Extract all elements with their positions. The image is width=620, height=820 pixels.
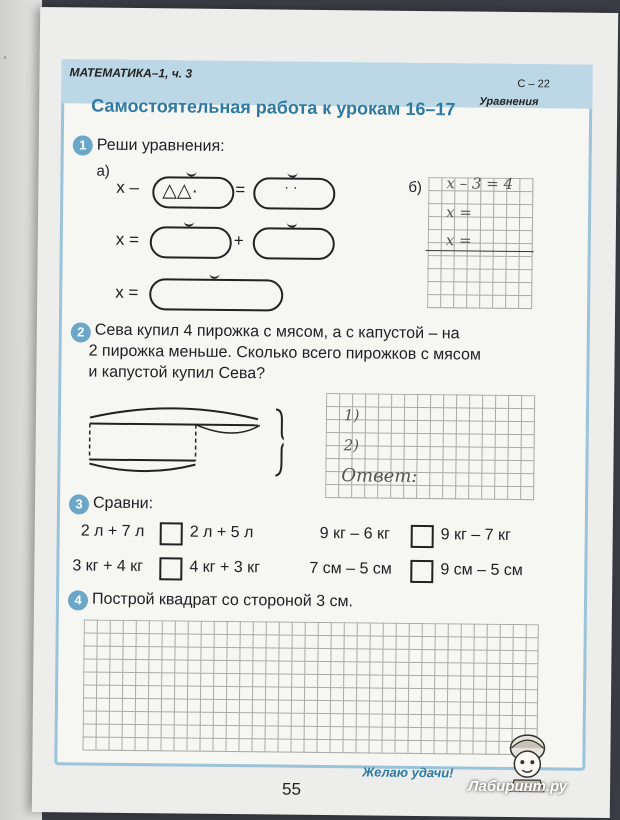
compare-right-3: 4 кг + 3 кг	[189, 558, 261, 577]
oval-answer-3[interactable]	[150, 226, 232, 259]
oval-answer-4[interactable]	[253, 227, 335, 260]
task-4-number: 4	[68, 590, 88, 610]
task-1-number: 1	[73, 135, 93, 155]
eq-a-equals: =	[235, 180, 246, 200]
oval-answer-5[interactable]	[149, 278, 283, 311]
compare-left-2: 9 кг – 6 кг	[319, 524, 390, 543]
eq-a-line2-left: x =	[115, 229, 140, 250]
compare-left-1: 2 л + 7 л	[80, 522, 145, 541]
task-3-number: 3	[69, 494, 89, 514]
eq-a-plus: +	[233, 231, 244, 251]
compare-right-4: 9 см – 5 см	[440, 561, 523, 580]
hand-eq-line1: x – 3 = 4	[446, 174, 514, 193]
work-title: Самостоятельная работа к урокам 16–17	[91, 95, 456, 120]
segment-diagram	[83, 387, 284, 479]
eq-a-dots: · ·	[284, 178, 298, 195]
page-number: 55	[281, 779, 302, 799]
topic-label: Уравнения	[479, 95, 539, 109]
task-2-line3: и капустой купил Сева?	[88, 363, 266, 383]
workbook-page	[32, 7, 618, 818]
hand-eq-line2: x =	[446, 203, 472, 222]
compare-left-4: 7 см – 5 см	[309, 559, 392, 578]
compare-box-1[interactable]	[160, 522, 183, 545]
hand-eq-line3: x =	[445, 231, 472, 250]
task-2-line1: Сева купил 4 пирожка с мясом, а с капустой – на	[94, 321, 460, 343]
eq-a-line1-left: x –	[116, 177, 140, 198]
compare-right-2: 9 кг – 7 кг	[440, 526, 511, 544]
wish-text: Желаю удачи!	[362, 764, 454, 781]
task-3-text: Сравни:	[92, 494, 154, 513]
eq-a-line3-left: x =	[115, 282, 139, 303]
book-title: МАТЕМАТИКА–1, ч. 3	[69, 65, 193, 81]
task-2-number: 2	[71, 322, 91, 342]
compare-box-4[interactable]	[410, 560, 433, 583]
task-4-text: Построй квадрат со стороной 3 см.	[91, 590, 354, 611]
part-b-label: б)	[408, 178, 423, 197]
compare-box-3[interactable]	[159, 557, 182, 580]
hand-answer: Ответ:	[341, 465, 418, 487]
grid-task-1b[interactable]	[427, 177, 533, 309]
eq-a-shapes: △△·	[162, 180, 198, 202]
task-1-text: Реши уравнения:	[96, 136, 225, 155]
part-a-label: а)	[96, 162, 110, 180]
compare-box-2[interactable]	[411, 525, 434, 548]
hand-step-2: 2)	[343, 436, 360, 455]
grid-task-4[interactable]	[82, 619, 538, 755]
previous-page-mark: '	[4, 55, 7, 67]
task-2-line2: 2 пирожка меньше. Сколько всего пирожков с мясом	[88, 342, 482, 364]
watermark: Лабиринт.ру	[468, 778, 568, 795]
compare-left-3: 3 кг + 4 кг	[72, 557, 144, 576]
page-code: С – 22	[517, 77, 550, 91]
hand-step-1: 1)	[343, 406, 360, 425]
compare-right-1: 2 л + 5 л	[189, 523, 254, 542]
